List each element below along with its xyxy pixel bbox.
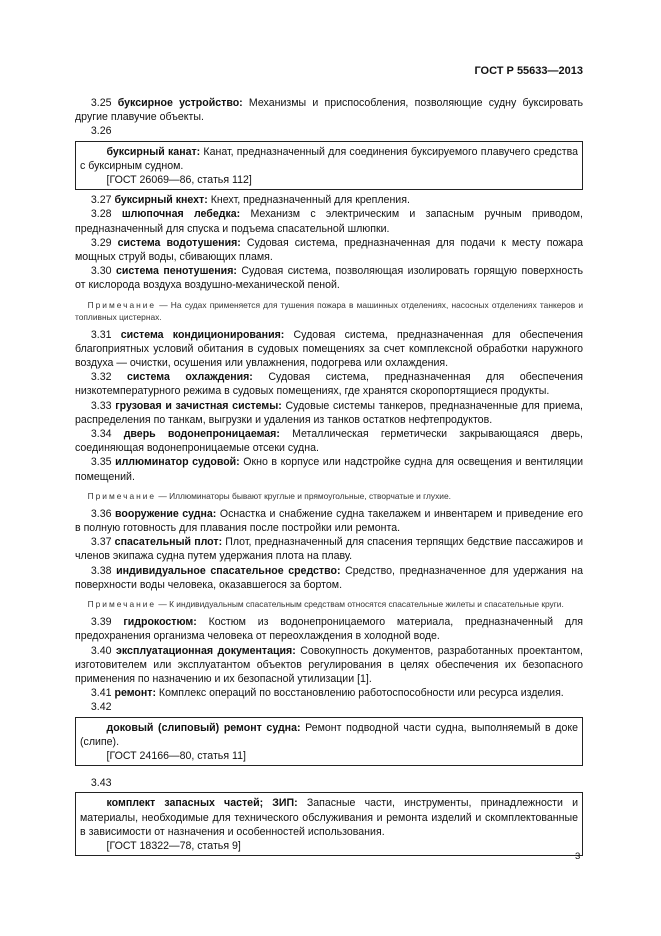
note-text: — К индивидуальным спасательным средствам относятся спасательные жилеты и спасательные круги. <box>156 599 564 610</box>
term-3-42 <box>80 721 578 749</box>
term-number: 3.41 <box>90 687 112 700</box>
note-label: Примечание <box>87 299 157 310</box>
term-3-42-box <box>75 717 583 767</box>
note-3-35 <box>75 490 583 502</box>
term-3-31 <box>75 328 583 371</box>
term-definition: Средство, предназначенное для удержания на поверхности воды человека, оказавшегося за бортом. <box>75 564 583 591</box>
term-number: 3.30 <box>90 265 112 278</box>
term-number: 3.28 <box>90 208 112 221</box>
term-definition: Окно в корпусе или надстройке судна для освещения и вентиляции помещений. <box>75 456 583 483</box>
term-title: система водотушения: <box>117 236 241 249</box>
term-3-40 <box>75 644 583 687</box>
term-number: 3.35 <box>90 456 112 469</box>
term-title: гидрокостюм: <box>123 616 197 629</box>
term-number: 3.33 <box>90 399 112 412</box>
term-definition: Судовые системы танкеров, предназначенные для приема, распределения по танкам, выгрузки и удаления из танков остатков нефтепродуктов. <box>75 399 584 426</box>
term-number: 3.32 <box>90 371 112 384</box>
term-title: эксплуатационная документация: <box>116 644 296 657</box>
term-3-43-number: 3.43 <box>90 777 112 790</box>
term-title: система кондиционирования: <box>120 328 285 341</box>
term-title: буксирное устройство: <box>117 97 243 109</box>
term-3-25 <box>75 96 583 124</box>
term-title: шлюпочная лебедка: <box>121 208 241 221</box>
term-3-26-number: 3.26 <box>90 125 112 138</box>
term-title: спасательный плот: <box>114 536 223 549</box>
term-title: система охлаждения: <box>127 371 253 384</box>
term-number: 3.31 <box>90 328 112 341</box>
term-3-28 <box>75 207 583 235</box>
term-number: 3.39 <box>90 616 112 629</box>
term-3-39 <box>75 615 583 643</box>
term-3-33 <box>75 399 583 427</box>
term-definition: Комплекс операций по восстановлению работоспособности или ресурса изделия. <box>155 687 564 700</box>
term-title: система пенотушения: <box>116 265 237 278</box>
term-definition: Плот, предназначенный для спасения терпящих бедствие пассажиров и членов экипажа судна путем удержания плота на плаву. <box>75 536 583 563</box>
term-reference: [ГОСТ 26069—86, статья 112] <box>106 174 252 187</box>
term-title: вооружение судна: <box>115 507 217 520</box>
term-number: 3.34 <box>90 428 112 441</box>
term-title: дверь водонепроницаемая: <box>123 428 280 441</box>
term-3-30 <box>75 264 583 292</box>
document-body <box>75 96 583 859</box>
term-number: 3.36 <box>90 507 112 520</box>
term-3-38 <box>75 564 583 592</box>
term-3-37 <box>75 535 583 563</box>
term-3-36 <box>75 507 583 535</box>
term-definition: Механизмы и приспособления, позволяющие судну буксировать другие плавучие объекты. <box>75 97 583 124</box>
term-definition: Запасные части, инструменты, принадлежности и материалы, необходимые для технического обслуживания и ремонта изделий и скомплектованные в зависимости от назначения и особенностей использования. <box>80 797 579 838</box>
note-3-30 <box>75 299 583 323</box>
term-title: буксирный канат: <box>106 145 201 158</box>
term-definition: Механизм с электрическим и запасным ручным приводом, предназначенный для спуска и подъема спасательной шлюпки. <box>75 208 583 235</box>
term-number: 3.40 <box>90 644 112 657</box>
term-title: доковый (слиповый) ремонт судна: <box>106 721 301 734</box>
term-definition: Кнехт, предназначенный для крепления. <box>207 194 410 207</box>
term-definition: Судовая система, предназначенная для подачи к месту пожара мощных струй воды, сбивающих пламя. <box>75 236 583 264</box>
term-reference: [ГОСТ 18322—78, статья 9] <box>106 839 241 852</box>
term-definition: Металлическая герметически закрывающаяся дверь, соединяющая водонепроницаемые отсеки судна. <box>75 428 584 455</box>
term-3-26-box <box>75 141 583 191</box>
term-definition: Судовая система, позволяющая изолировать горящую поверхность от кислорода воздуха воздушно-механической пеной. <box>75 265 583 292</box>
term-3-41 <box>75 686 583 700</box>
term-title: ремонт: <box>114 687 156 700</box>
term-number: 3.25 <box>90 97 112 109</box>
term-definition: Судовая система, предназначенная для обеспечения низкотемпературного режима в судовых помещениях, где хранятся скоропортящиеся продукты. <box>75 371 583 398</box>
term-3-26 <box>80 145 578 173</box>
term-title: комплект запасных частей; ЗИП: <box>106 797 298 810</box>
term-number: 3.37 <box>90 536 112 549</box>
note-label: Примечание <box>87 599 157 610</box>
term-3-35 <box>75 455 583 483</box>
term-3-34 <box>75 427 583 455</box>
term-3-32 <box>75 370 583 398</box>
term-number: 3.38 <box>90 564 112 577</box>
term-title: буксирный кнехт: <box>114 194 208 207</box>
term-definition: Оснастка и снабжение судна такелажем и инвентарем и приведение его в полную готовность для плавания после постройки или ремонта. <box>75 507 583 535</box>
term-definition: Судовая система, предназначенная для обеспечения благоприятных условий обитания в судовых помещениях за счет комплексной обработки наружного воздуха — очистки, осушения или увлажнения, подогрева или охлаждения. <box>75 328 584 370</box>
term-definition: Канат, предназначенный для соединения буксируемого плавучего средства с буксирным судном. <box>80 145 578 172</box>
term-title: иллюминатор судовой: <box>115 456 240 469</box>
page-number: 3 <box>575 851 581 862</box>
term-definition: Костюм из водонепроницаемого материала, предназначенный для предохранения организма человека от переохлаждения в холодной воде. <box>75 616 583 643</box>
document-header: ГОСТ Р 55633—2013 <box>474 65 583 77</box>
term-3-43-box <box>75 792 583 856</box>
term-number: 3.29 <box>90 236 112 249</box>
term-definition: Ремонт подводной части судна, выполняемый в доке (слипе). <box>80 721 578 748</box>
term-3-27 <box>75 193 583 207</box>
term-number: 3.27 <box>90 194 112 207</box>
term-definition: Совокупность документов, разработанных проектантом, изготовителем или эксплуатантом объектов регулирования в целях обеспечения их безопасного применения по назначению и их безопасной утилизации [1]. <box>75 644 583 685</box>
note-label: Примечание <box>87 490 157 501</box>
term-3-43 <box>80 796 578 839</box>
note-text: — Иллюминаторы бывают круглые и прямоугольные, створчатые и глухие. <box>156 490 451 501</box>
note-text: — На судах применяется для тушения пожара в машинных отделениях, насосных отделениях танкеров и топливных цистернах. <box>75 299 583 322</box>
term-title: индивидуальное спасательное средство: <box>116 564 341 577</box>
note-3-38 <box>75 598 583 610</box>
term-title: грузовая и зачистная системы: <box>115 399 282 412</box>
term-reference: [ГОСТ 24166—80, статья 11] <box>106 749 246 762</box>
term-3-29 <box>75 236 583 264</box>
term-3-42-number: 3.42 <box>90 701 112 714</box>
